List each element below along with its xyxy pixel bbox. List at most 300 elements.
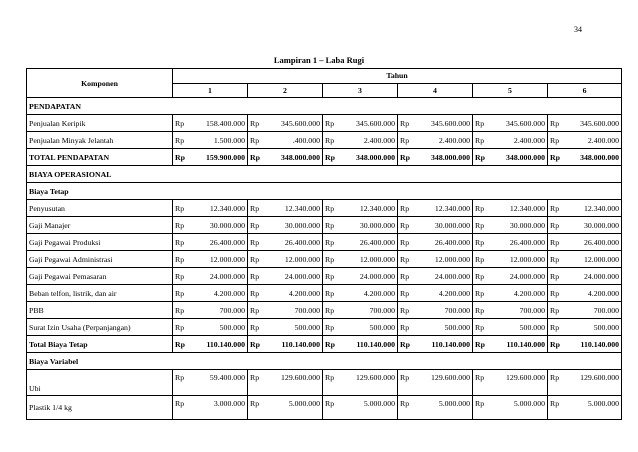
amount-value: 24.000.000 [359,271,395,281]
currency-label: Rp [325,254,335,264]
amount-value: 26.400.000 [284,237,320,247]
amount-value: 4.200.000 [513,288,545,298]
amount-value: 30.000.000 [509,220,545,230]
currency-label: Rp [325,152,335,162]
currency-label: Rp [550,220,560,230]
currency-label: Rp [250,254,260,264]
value-cell [173,234,248,251]
row-label: Surat Izin Usaha (Perpanjangan) [27,319,173,336]
currency-label: Rp [325,118,335,128]
amount-value: 5.000.000 [513,399,545,408]
value-cell [548,285,622,302]
currency-label: Rp [475,220,485,230]
value-cell [248,115,323,132]
amount-value: 5.000.000 [288,399,320,408]
currency-label: Rp [550,322,560,332]
value-cell [398,319,473,336]
amount-value: 159.900.000 [206,152,245,162]
table-body [27,98,622,420]
amount-value: 700.000 [219,305,245,315]
currency-label: Rp [250,288,260,298]
value-cell [548,132,622,149]
year-header: 5 [473,83,548,98]
currency-label: Rp [400,288,410,298]
table-row [27,268,622,285]
amount-value: 110.140.000 [506,339,545,349]
header-row-top [27,69,622,84]
currency-label: Rp [175,254,185,264]
row-label: Biaya Variabel [27,353,622,370]
currency-label: Rp [250,399,260,408]
currency-label: Rp [550,373,560,382]
amount-value: 110.140.000 [356,339,395,349]
currency-label: Rp [325,322,335,332]
row-label: Penjualan Keripik [27,115,173,132]
amount-value: 129.600.000 [506,373,545,382]
value-cell [248,336,323,353]
currency-label: Rp [175,288,185,298]
row-label: Total Biaya Tetap [27,336,173,353]
currency-label: Rp [325,339,335,349]
currency-label: Rp [400,135,410,145]
value-cell [173,370,248,396]
amount-value: 12.340.000 [434,203,470,213]
currency-label: Rp [400,322,410,332]
currency-label: Rp [250,373,260,382]
amount-value: 12.000.000 [209,254,245,264]
value-cell [473,396,548,420]
amount-value: 500.000 [219,322,245,332]
value-cell [248,319,323,336]
value-cell [323,396,398,420]
amount-value: 348.000.000 [580,152,620,162]
amount-value: 24.000.000 [509,271,545,281]
value-cell [248,200,323,217]
currency-label: Rp [475,399,485,408]
currency-label: Rp [400,254,410,264]
value-cell [398,217,473,234]
value-cell [248,234,323,251]
currency-label: Rp [175,152,185,162]
value-cell [473,234,548,251]
year-header: 1 [173,83,248,98]
currency-label: Rp [475,135,485,145]
section-row [27,166,622,183]
value-cell [323,285,398,302]
value-cell [548,234,622,251]
amount-value: 26.400.000 [509,237,545,247]
table-row [27,115,622,132]
row-label: Gaji Pegawai Produksi [27,234,173,251]
income-statement-table [26,68,622,420]
total-row [27,336,622,353]
value-cell [323,200,398,217]
currency-label: Rp [475,305,485,315]
currency-label: Rp [400,203,410,213]
amount-value: 348.000.000 [431,152,470,162]
value-cell [398,200,473,217]
value-cell [248,302,323,319]
value-cell [323,217,398,234]
value-cell [473,115,548,132]
section-row [27,98,622,115]
amount-value: .400.000 [292,135,320,145]
value-cell [473,132,548,149]
row-label: Beban telfon, listrik, dan air [27,285,173,302]
value-cell [173,336,248,353]
currency-label: Rp [550,237,560,247]
currency-label: Rp [250,322,260,332]
amount-value: 5.000.000 [438,399,470,408]
currency-label: Rp [175,322,185,332]
amount-value: 26.400.000 [583,237,620,247]
value-cell [323,115,398,132]
amount-value: 26.400.000 [434,237,470,247]
value-cell [398,149,473,166]
value-cell [173,132,248,149]
value-cell [173,200,248,217]
value-cell [398,268,473,285]
value-cell [323,336,398,353]
amount-value: 4.200.000 [438,288,470,298]
currency-label: Rp [475,118,485,128]
amount-value: 110.140.000 [431,339,470,349]
amount-value: 345.600.000 [356,118,395,128]
table-row [27,302,622,319]
value-cell [248,396,323,420]
amount-value: 59.400.000 [209,373,245,382]
row-label: Penjualan Minyak Jelantah [27,132,173,149]
value-cell [548,200,622,217]
currency-label: Rp [325,203,335,213]
amount-value: 158.400.000 [206,118,245,128]
value-cell [173,285,248,302]
amount-value: 26.400.000 [359,237,395,247]
tahun-header: Tahun [173,69,622,84]
row-label: Biaya Tetap [27,183,622,200]
value-cell [548,149,622,166]
amount-value: 129.600.000 [356,373,395,382]
value-cell [473,217,548,234]
currency-label: Rp [475,152,485,162]
currency-label: Rp [475,254,485,264]
value-cell [323,149,398,166]
currency-label: Rp [250,305,260,315]
value-cell [548,396,622,420]
amount-value: 2.400.000 [363,135,395,145]
amount-value: 24.000.000 [209,271,245,281]
currency-label: Rp [175,373,185,382]
value-cell [323,251,398,268]
row-label: BIAYA OPERASIONAL [27,166,622,183]
currency-label: Rp [325,271,335,281]
currency-label: Rp [175,271,185,281]
amount-value: 348.000.000 [356,152,395,162]
value-cell [173,115,248,132]
amount-value: 348.000.000 [281,152,320,162]
value-cell [548,115,622,132]
currency-label: Rp [475,237,485,247]
total-row [27,149,622,166]
table-row [27,285,622,302]
value-cell [398,234,473,251]
amount-value: 26.400.000 [209,237,245,247]
section-row [27,353,622,370]
value-cell [173,302,248,319]
currency-label: Rp [475,288,485,298]
amount-value: 700.000 [519,305,545,315]
value-cell [173,251,248,268]
amount-value: 4.200.000 [288,288,320,298]
amount-value: 12.000.000 [434,254,470,264]
amount-value: 5.000.000 [363,399,395,408]
value-cell [473,251,548,268]
amount-value: 500.000 [593,322,620,332]
currency-label: Rp [175,118,185,128]
amount-value: 24.000.000 [284,271,320,281]
currency-label: Rp [175,220,185,230]
currency-label: Rp [250,135,260,145]
value-cell [398,396,473,420]
value-cell [173,319,248,336]
value-cell [398,132,473,149]
value-cell [548,251,622,268]
amount-value: 500.000 [294,322,320,332]
currency-label: Rp [250,237,260,247]
value-cell [248,251,323,268]
amount-value: 24.000.000 [583,271,620,281]
currency-label: Rp [550,305,560,315]
amount-value: 2.400.000 [438,135,470,145]
currency-label: Rp [250,118,260,128]
value-cell [398,115,473,132]
currency-label: Rp [550,339,560,349]
amount-value: 500.000 [444,322,470,332]
amount-value: 2.400.000 [587,135,620,145]
amount-value: 1.500.000 [213,135,245,145]
amount-value: 12.340.000 [284,203,320,213]
amount-value: 129.600.000 [281,373,320,382]
page-title: Lampiran 1 – Laba Rugi [273,55,365,65]
currency-label: Rp [550,399,560,408]
currency-label: Rp [550,118,560,128]
amount-value: 12.000.000 [509,254,545,264]
value-cell [248,268,323,285]
amount-value: 700.000 [444,305,470,315]
amount-value: 30.000.000 [209,220,245,230]
amount-value: 4.200.000 [587,288,620,298]
amount-value: 5.000.000 [587,399,620,408]
currency-label: Rp [475,373,485,382]
value-cell [548,268,622,285]
row-label: PENDAPATAN [27,98,622,115]
value-cell [398,336,473,353]
currency-label: Rp [475,271,485,281]
currency-label: Rp [175,339,185,349]
amount-value: 500.000 [369,322,395,332]
amount-value: 110.140.000 [281,339,320,349]
amount-value: 24.000.000 [434,271,470,281]
row-label: Plastik 1/4 kg [27,396,173,420]
amount-value: 4.200.000 [363,288,395,298]
value-cell [548,370,622,396]
page-number: 34 [574,25,582,34]
amount-value: 12.000.000 [583,254,620,264]
amount-value: 4.200.000 [213,288,245,298]
value-cell [473,200,548,217]
value-cell [248,370,323,396]
currency-label: Rp [325,135,335,145]
amount-value: 2.400.000 [513,135,545,145]
currency-label: Rp [250,271,260,281]
currency-label: Rp [550,203,560,213]
currency-label: Rp [250,220,260,230]
amount-value: 345.600.000 [580,118,620,128]
value-cell [473,370,548,396]
value-cell [473,302,548,319]
amount-value: 500.000 [519,322,545,332]
value-cell [323,302,398,319]
value-cell [398,370,473,396]
amount-value: 3.000.000 [213,399,245,408]
currency-label: Rp [550,254,560,264]
value-cell [323,132,398,149]
value-cell [473,319,548,336]
value-cell [548,302,622,319]
currency-label: Rp [175,135,185,145]
table-row [27,200,622,217]
currency-label: Rp [400,271,410,281]
amount-value: 12.340.000 [209,203,245,213]
amount-value: 348.000.000 [506,152,545,162]
currency-label: Rp [325,220,335,230]
currency-label: Rp [175,203,185,213]
table-row [27,396,622,420]
value-cell [173,268,248,285]
komponen-header: Komponen [27,69,173,98]
amount-value: 110.140.000 [580,339,620,349]
currency-label: Rp [325,373,335,382]
currency-label: Rp [325,399,335,408]
currency-label: Rp [475,322,485,332]
amount-value: 700.000 [294,305,320,315]
currency-label: Rp [250,152,260,162]
table-row [27,132,622,149]
value-cell [173,396,248,420]
currency-label: Rp [475,203,485,213]
year-header: 3 [323,83,398,98]
amount-value: 30.000.000 [583,220,620,230]
value-cell [323,370,398,396]
value-cell [248,132,323,149]
currency-label: Rp [250,203,260,213]
table-row [27,319,622,336]
currency-label: Rp [400,373,410,382]
table-row [27,234,622,251]
amount-value: 12.340.000 [509,203,545,213]
amount-value: 110.140.000 [206,339,245,349]
row-label: TOTAL PENDAPATAN [27,149,173,166]
value-cell [323,268,398,285]
year-header: 6 [548,83,622,98]
currency-label: Rp [400,152,410,162]
currency-label: Rp [550,288,560,298]
currency-label: Rp [175,237,185,247]
value-cell [248,149,323,166]
value-cell [548,319,622,336]
row-label: Gaji Manajer [27,217,173,234]
currency-label: Rp [325,305,335,315]
currency-label: Rp [400,220,410,230]
value-cell [398,251,473,268]
amount-value: 345.600.000 [431,118,470,128]
value-cell [248,285,323,302]
value-cell [473,285,548,302]
value-cell [323,234,398,251]
amount-value: 700.000 [369,305,395,315]
table-row [27,370,622,396]
currency-label: Rp [325,288,335,298]
amount-value: 12.340.000 [583,203,620,213]
amount-value: 129.600.000 [431,373,470,382]
currency-label: Rp [175,305,185,315]
table-row [27,217,622,234]
currency-label: Rp [550,152,560,162]
value-cell [398,302,473,319]
currency-label: Rp [250,339,260,349]
value-cell [248,217,323,234]
value-cell [548,217,622,234]
year-header: 4 [398,83,473,98]
value-cell [323,319,398,336]
currency-label: Rp [400,237,410,247]
currency-label: Rp [400,399,410,408]
section-row [27,183,622,200]
amount-value: 30.000.000 [359,220,395,230]
amount-value: 345.600.000 [281,118,320,128]
value-cell [548,336,622,353]
amount-value: 12.340.000 [359,203,395,213]
currency-label: Rp [400,339,410,349]
currency-label: Rp [475,339,485,349]
row-label: Penyusutan [27,200,173,217]
row-label: Ubi [27,370,173,396]
row-label: Gaji Pegawai Administrasi [27,251,173,268]
amount-value: 30.000.000 [284,220,320,230]
row-label: PBB [27,302,173,319]
amount-value: 129.600.000 [580,373,620,382]
table-row [27,251,622,268]
currency-label: Rp [550,271,560,281]
currency-label: Rp [175,399,185,408]
currency-label: Rp [400,305,410,315]
amount-value: 345.600.000 [506,118,545,128]
currency-label: Rp [400,118,410,128]
amount-value: 12.000.000 [359,254,395,264]
year-header: 2 [248,83,323,98]
value-cell [398,285,473,302]
amount-value: 700.000 [593,305,620,315]
value-cell [473,336,548,353]
currency-label: Rp [325,237,335,247]
row-label: Gaji Pegawai Pemasaran [27,268,173,285]
value-cell [173,149,248,166]
amount-value: 30.000.000 [434,220,470,230]
value-cell [473,149,548,166]
amount-value: 12.000.000 [284,254,320,264]
currency-label: Rp [550,135,560,145]
value-cell [173,217,248,234]
